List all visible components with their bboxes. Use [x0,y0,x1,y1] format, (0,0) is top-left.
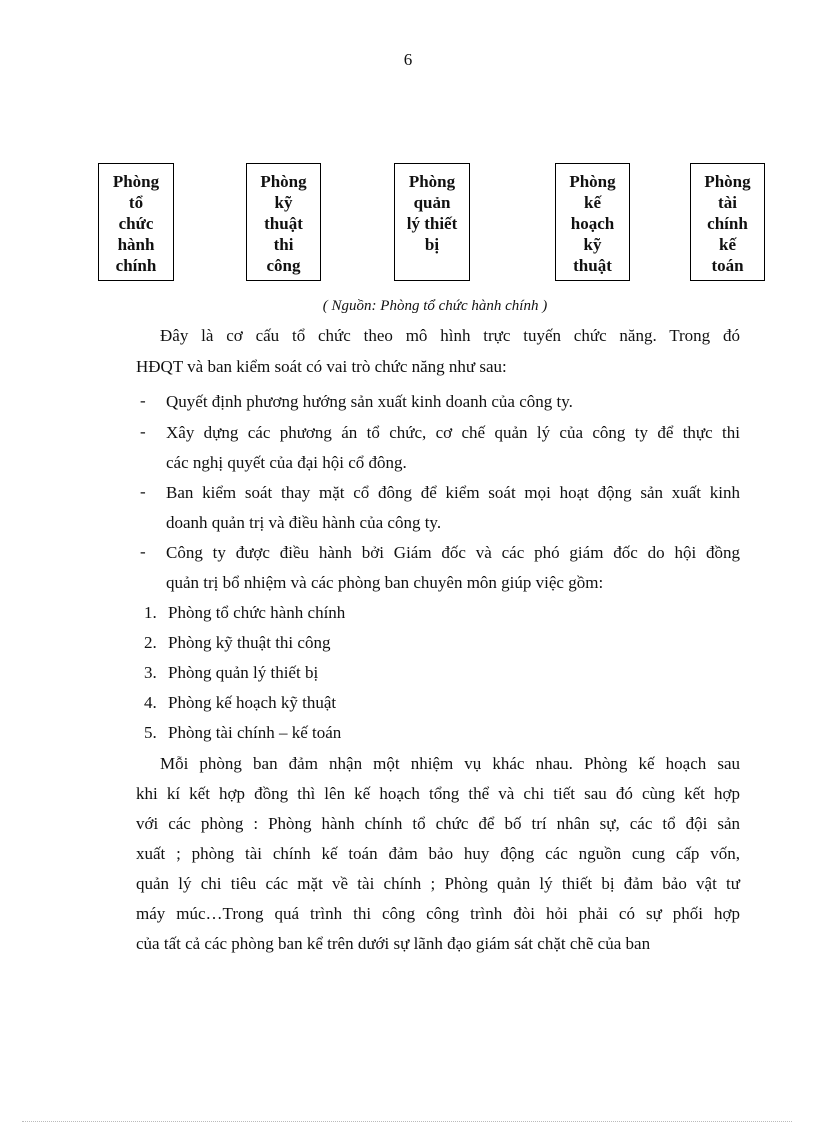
dept-box-line: tài [718,193,737,212]
dept-box-line: chính [115,256,157,275]
dept-box-line: toán [711,256,744,275]
dept-box-line: hành [117,235,155,254]
dept-box-line: thi [273,235,294,254]
dept-box-line: lý thiết [406,214,458,233]
page-number: 6 [403,50,413,69]
dept-box-line: chính [707,214,748,233]
list-number: 5. [144,723,157,742]
bullet-dash: - [140,422,146,441]
list-number: 2. [144,633,157,652]
bullet-line: Ban kiểm soát thay mặt cổ đông để kiểm soát mọi hoạt động sản xuất kinh [166,483,740,502]
bullet-line: các nghị quyết của đại hội cổ đông. [166,453,407,472]
list-item: Phòng tổ chức hành chính [168,603,346,622]
dept-box-quan-ly-thiet-bi [394,163,470,281]
dept-box-line: bị [424,235,440,254]
dept-box-line: Phòng [260,172,307,191]
chart-source-caption: ( Nguồn: Phòng tổ chức hành chính ) [322,298,548,314]
dept-box-line: kỹ [274,193,293,212]
bullet-line: Công ty được điều hành bởi Giám đốc và các phó giám đốc do hội đồng [166,543,740,562]
dept-box-line: Phòng [112,172,160,191]
bullet-dash: - [140,391,146,410]
dept-box-line: kế [719,235,736,254]
paragraph-line: HĐQT và ban kiểm soát có vai trò chức năng như sau: [136,357,507,376]
paragraph-line: quản lý chi tiêu các mặt về tài chính ; Phòng quản lý thiết bị đảm bảo vật tư [136,874,740,893]
paragraph-line: với các phòng : Phòng hành chính tổ chức để bố trí nhân sự, các tổ đội sản [136,814,740,833]
bullet-dash: - [140,542,146,561]
dept-box-line: kỹ [583,235,602,254]
bullet-dash: - [140,482,146,501]
dept-box-ky-thuat-thi-cong [246,163,321,281]
paragraph-line: máy múc…Trong quá trình thi công công trình đòi hỏi phải có sự phối hợp [136,904,740,923]
page-bottom-divider [22,1121,792,1122]
dept-box-to-chuc-hanh-chinh [98,163,174,281]
dept-box-line: chức [118,214,154,233]
dept-box-ke-hoach-ky-thuat [555,163,630,281]
bullet-line: Quyết định phương hướng sản xuất kinh doanh của công ty. [166,392,573,411]
list-number: 4. [144,693,157,712]
dept-box-line: Phòng [408,172,456,191]
bullet-line: quản trị bổ nhiệm và các phòng ban chuyên môn giúp việc gồm: [166,573,604,592]
dept-box-line: thuật [573,256,612,275]
list-item: Phòng kế hoạch kỹ thuật [168,693,337,712]
paragraph-line: Đây là cơ cấu tổ chức theo mô hình trực tuyến chức năng. Trong đó [160,326,740,345]
paragraph-line: Mỗi phòng ban đảm nhận một nhiệm vụ khác nhau. Phòng kế hoạch sau [160,754,740,773]
list-item: Phòng kỹ thuật thi công [168,633,331,652]
dept-box-line: thuật [264,214,303,233]
paragraph-line: của tất cả các phòng ban kể trên dưới sự lãnh đạo giám sát chặt chẽ của ban [136,934,651,953]
paragraph-line: xuất ; phòng tài chính kế toán đảm bảo huy động các nguồn cung cấp vốn, [136,844,740,863]
dept-box-line: Phòng [704,172,751,191]
bullet-line: doanh quản trị và điều hành của công ty. [166,513,442,532]
list-number: 1. [144,603,157,622]
dept-box-tai-chinh-ke-toan [690,163,765,281]
dept-box-line: kế [584,193,601,212]
paragraph-line: khi kí kết hợp đồng thì lên kế hoạch tổng thể và chi tiết sau đó cùng kết hợp [136,784,740,803]
bullet-line: Xây dựng các phương án tổ chức, cơ chế quản lý của công ty để thực thi [166,423,740,442]
list-item: Phòng quản lý thiết bị [168,663,319,682]
dept-box-line: công [266,256,301,275]
list-number: 3. [144,663,157,682]
dept-box-line: quản [413,193,451,212]
dept-box-line: tổ [128,193,144,212]
dept-box-line: hoạch [570,214,615,233]
list-item: Phòng tài chính – kế toán [168,723,342,742]
dept-box-line: Phòng [569,172,616,191]
